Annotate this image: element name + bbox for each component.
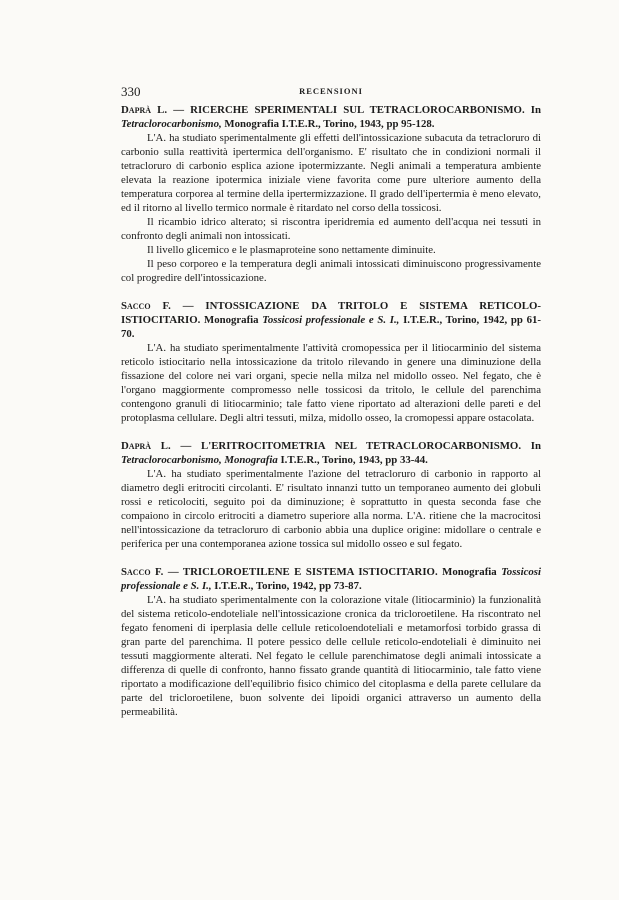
page-header — [121, 84, 541, 100]
review-entry — [121, 439, 541, 551]
review-title: — TRICLOROETILENE E SISTEMA ISTIOCITARIO. Monografia — [167, 566, 497, 578]
review-publication: Monografia I.T.E.R., Torino, 1943, pp 95-128. — [224, 118, 435, 130]
review-paragraph: Il peso corporeo e la temperatura degli animali intossicati diminuiscono progressivamente col progredire dell'intossicazione. — [121, 258, 541, 284]
review-title: — INTOSSICAZIONE DA TRITOLO E SISTEMA RETICOLO-ISTIOCITARIO. Monografia — [121, 300, 542, 326]
review-heading — [121, 103, 541, 131]
review-heading — [121, 439, 541, 467]
review-entry — [121, 299, 541, 425]
review-source: Tetraclorocarbonismo, Monografia — [121, 454, 278, 466]
review-title: — RICERCHE SPERIMENTALI SUL TETRACLOROCARBONISMO. In — [173, 104, 541, 116]
review-paragraph: L'A. ha studiato sperimentalmente gli effetti dell'intossicazione subacuta da tetracloruro di carbonio sulla reattività ipertermica dell'organismo. E' risultato che in condizioni normali il tetracloruro di carbonio esplica azione ipotermizzante. Negli animali a temperatura ambiente elevata la reazione ipotermica iniziale viene favorita come pure ulteriore aumento della temperatura corporea al termine della ipertermizzazione. Il grado dell'ipertermia è meno elevato, ed il ritorno al livello termico normale è ritardato nel corso della tossicosi. — [121, 132, 541, 214]
review-paragraph: Il livello glicemico e le plasmaproteine sono nettamente diminuite. — [147, 244, 436, 256]
review-publication: I.T.E.R., Torino, 1942, pp 61-70. — [121, 314, 541, 340]
review-source: Tossicosi professionale e S. I., — [262, 314, 400, 326]
review-author: Sacco F. — [121, 566, 164, 578]
review-publication: I.T.E.R., Torino, 1942, pp 73-87. — [214, 580, 362, 592]
review-author: Daprà L. — [121, 440, 171, 452]
review-heading — [121, 299, 541, 341]
page-number: 330 — [121, 84, 141, 99]
review-entry — [121, 565, 541, 719]
review-heading — [121, 565, 541, 593]
reviews-column — [121, 103, 541, 733]
review-paragraph: L'A. ha studiato sperimentalmente l'attività cromopessica per il litiocarminio del sistema reticolo istiocitario nella intossicazione da tritolo rilevando in genere una diminuzione della fissazione del colore nei vari organi, specie nella milza nel midollo osseo. Nel fegato, che è l'organo maggiormente compromesso nelle tossicosi da tritolo, le cellule del parenchima contengono granuli di litiocarminio; tale fatto viene riportato ad alterazioni delle pareti e del protoplasma cellulare. Degli altri tessuti, milza, midollo osseo, la cromopessi appare ostacolata. — [121, 342, 541, 424]
review-paragraph: L'A. ha studiato sperimentalmente l'azione del tetracloruro di carbonio in rapporto al diametro degli eritrociti circolanti. E' risultato innanzi tutto un temporaneo aumento dei globuli rossi e reticolociti, seguito poi da diminuzione; è soprattutto in questa seconda fase che compaiono in circolo eritrociti a diametro superiore alla norma. L'A. ritiene che la macrocitosi nell'intossicazione da tetracloruro di carbonio abbia una duplice origine: midollare o centrale e periferica per una contemporanea azione tossica sul midollo osseo e sul fegato. — [121, 468, 541, 550]
review-author: Sacco F. — [121, 300, 171, 312]
review-title: — L'ERITROCITOMETRIA NEL TETRACLOROCARBONISMO. In — [180, 440, 541, 452]
review-author: Daprà L. — [121, 104, 168, 116]
running-head: RECENSIONI — [299, 86, 363, 96]
review-source: Tetraclorocarbonismo, — [121, 118, 222, 130]
review-publication: I.T.E.R., Torino, 1943, pp 33-44. — [280, 454, 428, 466]
review-paragraph: L'A. ha studiato sperimentalmente con la colorazione vitale (litiocarminio) la funzionalità del sistema reticolo-endoteliale nell'intossicazione cronica da tricloroetilene. Ha riscontrato nel fegato fenomeni di iperplasia delle cellule reticoloendoteliali e metamorfosi torbido grassa di gran parte del parenchima. Il potere pessico delle cellule reticolo-endoteliali è diminuito nei tessuti maggiormente alterati. Nel fegato le cellule parenchimatose degli animali intossicate a differenza di quelle di confronto, hanno fissato grande quantità di litiocarminio, tale fatto viene riportato a modificazione dell'equilibrio fisico chimico del citoplasma e della parete cellulare da parte del tricloroetilene, buon solvente dei lipoidi organici attraverso un aumento della permeabilità. — [121, 594, 541, 718]
review-entry — [121, 103, 541, 285]
review-source: Tossicosi professionale e S. I., — [121, 566, 541, 592]
review-paragraph: Il ricambio idrico alterato; si riscontra iperidremia ed aumento dell'acqua nei tessuti in confronto degli animali non intossicati. — [121, 216, 541, 242]
